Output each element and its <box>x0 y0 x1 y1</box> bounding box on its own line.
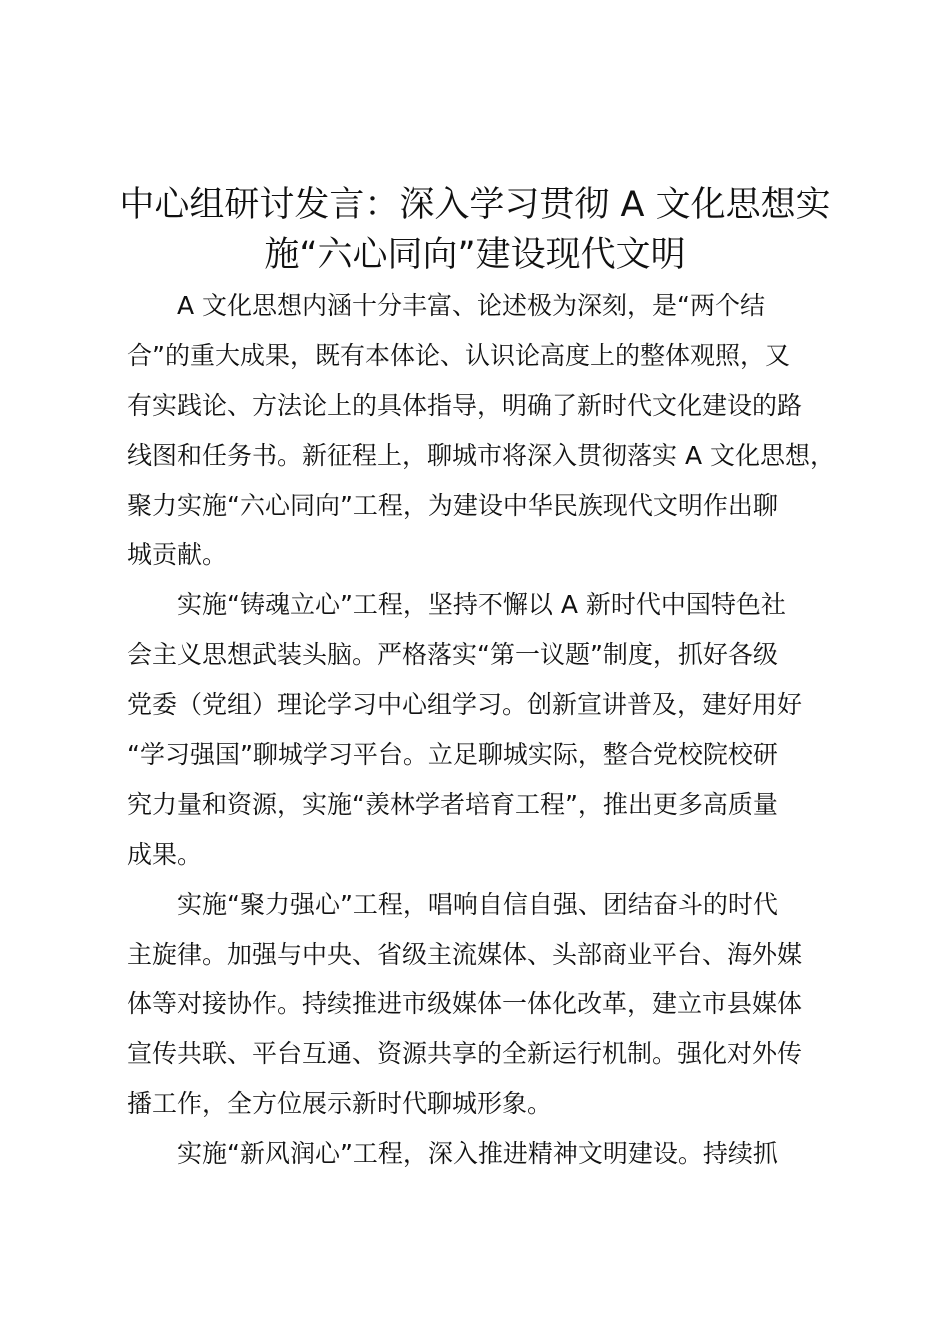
paragraph-1 <box>127 281 837 580</box>
paragraph-line: 党委（党组）理论学习中心组学习。创新宣讲普及，建好用好 <box>127 690 803 720</box>
paragraph-line: 聚力实施“六心同向”工程，为建设中华民族现代文明作出聊 <box>127 490 778 520</box>
paragraph-line: 实施“铸魂立心”工程，坚持不懈以 A 新时代中国特色社 <box>177 590 786 620</box>
paragraph-line: 有实践论、方法论上的具体指导，明确了新时代文化建设的路 <box>127 390 803 420</box>
document-body <box>127 281 837 1179</box>
paragraph-line: 宣传共联、平台互通、资源共享的全新运行机制。强化对外传 <box>127 1039 803 1069</box>
paragraph-line: 实施“聚力强心”工程，唱响自信自强、团结奋斗的时代 <box>177 889 778 919</box>
paragraph-2 <box>127 580 837 879</box>
document-title-line-2: 施“六心同向”建设现代文明 <box>264 235 686 275</box>
paragraph-line: 体等对接协作。持续推进市级媒体一体化改革，建立市县媒体 <box>127 989 803 1019</box>
paragraph-line: 会主义思想武装头脑。严格落实“第一议题”制度，抓好各级 <box>127 640 778 670</box>
paragraph-line: 成果。 <box>127 839 203 869</box>
paragraph-line: 主旋律。加强与中央、省级主流媒体、头部商业平台、海外媒 <box>127 939 803 969</box>
paragraph-line: “学习强国”聊城学习平台。立足聊城实际，整合党校院校研 <box>127 740 778 770</box>
paragraph-3 <box>127 880 837 1129</box>
paragraph-line: 究力量和资源，实施“羡林学者培育工程”，推出更多高质量 <box>127 789 778 819</box>
paragraph-4 <box>127 1129 837 1179</box>
document-title-line-1: 中心组研讨发言：深入学习贯彻 A 文化思想实 <box>119 185 831 225</box>
paragraph-line: 合”的重大成果，既有本体论、认识论高度上的整体观照，又 <box>127 340 790 370</box>
paragraph-line: 线图和任务书。新征程上，聊城市将深入贯彻落实 A 文化思想， <box>127 440 835 470</box>
paragraph-line: A 文化思想内涵十分丰富、论述极为深刻，是“两个结 <box>177 291 766 320</box>
paragraph-line: 播工作，全方位展示新时代聊城形象。 <box>127 1089 553 1119</box>
paragraph-line: 实施“新风润心”工程，深入推进精神文明建设。持续抓 <box>177 1139 778 1169</box>
paragraph-line: 城贡献。 <box>127 540 228 570</box>
